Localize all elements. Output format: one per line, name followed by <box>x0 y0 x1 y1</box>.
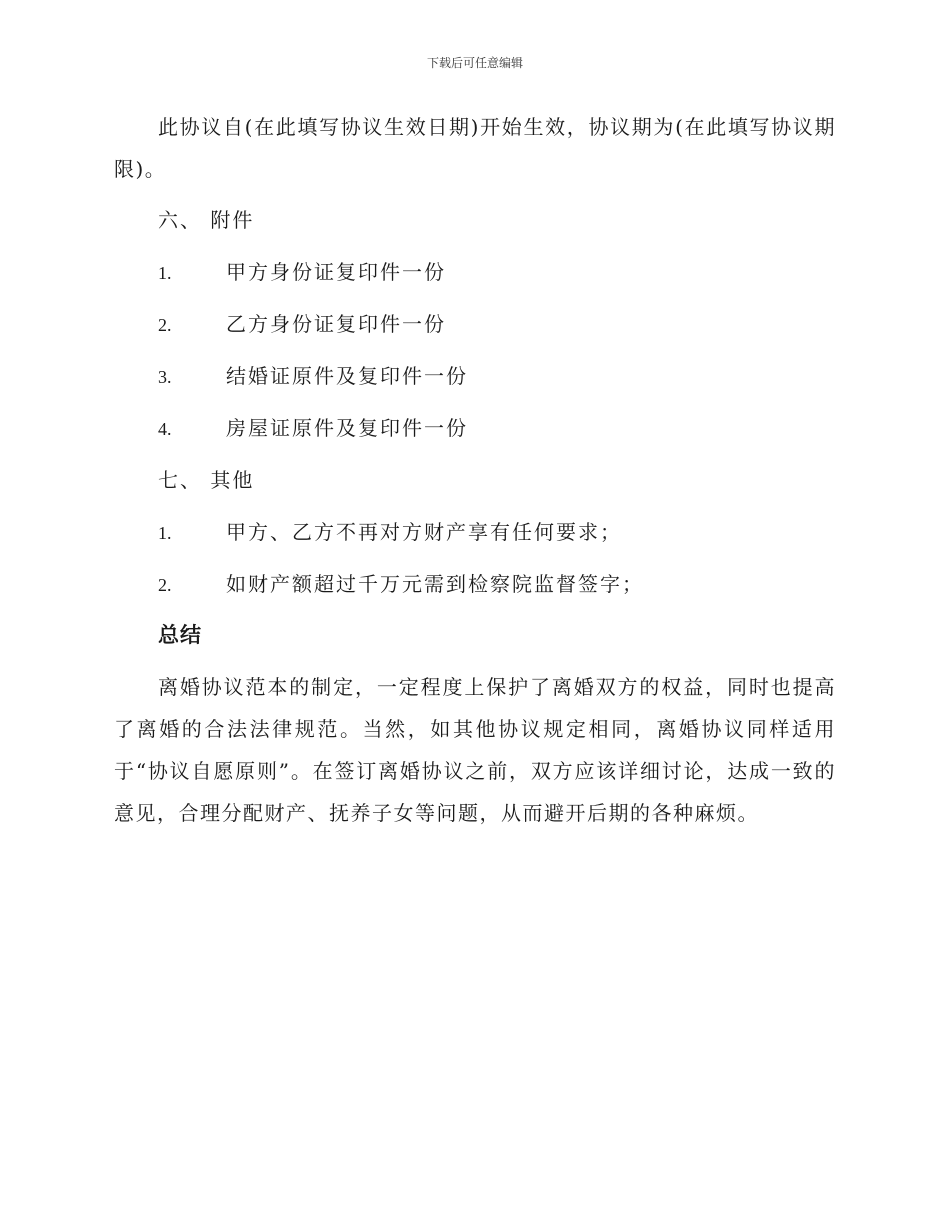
attachment-item-2 <box>158 309 446 340</box>
list-number: 4. <box>158 419 172 439</box>
section-7-heading: 七、 其他 <box>158 468 255 492</box>
list-text: 如财产额超过千万元需到检察院监督签字； <box>226 572 644 596</box>
list-text: 甲方身份证复印件一份 <box>226 260 446 284</box>
attachment-item-4 <box>158 413 468 444</box>
section-6-heading: 六、 附件 <box>158 208 255 232</box>
effective-date-paragraph: 此协议自(在此填写协议生效日期)开始生效，协议期为(在此填写协议期限)。 <box>114 115 836 181</box>
list-number: 2. <box>158 575 172 595</box>
list-text: 乙方身份证复印件一份 <box>226 312 446 336</box>
list-number: 3. <box>158 367 172 387</box>
list-text: 甲方、乙方不再对方财产享有任何要求； <box>226 520 622 544</box>
summary-paragraph: 离婚协议范本的制定，一定程度上保护了离婚双方的权益，同时也提高了离婚的合法法律规范。当然，如其他协议规定相同，离婚协议同样适用于“协议自愿原则”。在签订离婚协议之前，双方应该详细讨论，达成一致的意见，合理分配财产、抚养子女等问题，从而避开后期的各种麻烦。 <box>114 675 836 825</box>
list-number: 2. <box>158 315 172 335</box>
attachment-item-1 <box>158 257 446 288</box>
summary-heading: 总结 <box>158 623 202 647</box>
other-item-2 <box>158 569 644 600</box>
list-text: 结婚证原件及复印件一份 <box>226 364 468 388</box>
list-number: 1. <box>158 263 172 283</box>
other-item-1 <box>158 517 622 548</box>
attachment-item-3 <box>158 361 468 392</box>
page-header: 下载后可任意编辑 <box>426 56 523 70</box>
list-text: 房屋证原件及复印件一份 <box>226 416 468 440</box>
list-number: 1. <box>158 523 172 543</box>
